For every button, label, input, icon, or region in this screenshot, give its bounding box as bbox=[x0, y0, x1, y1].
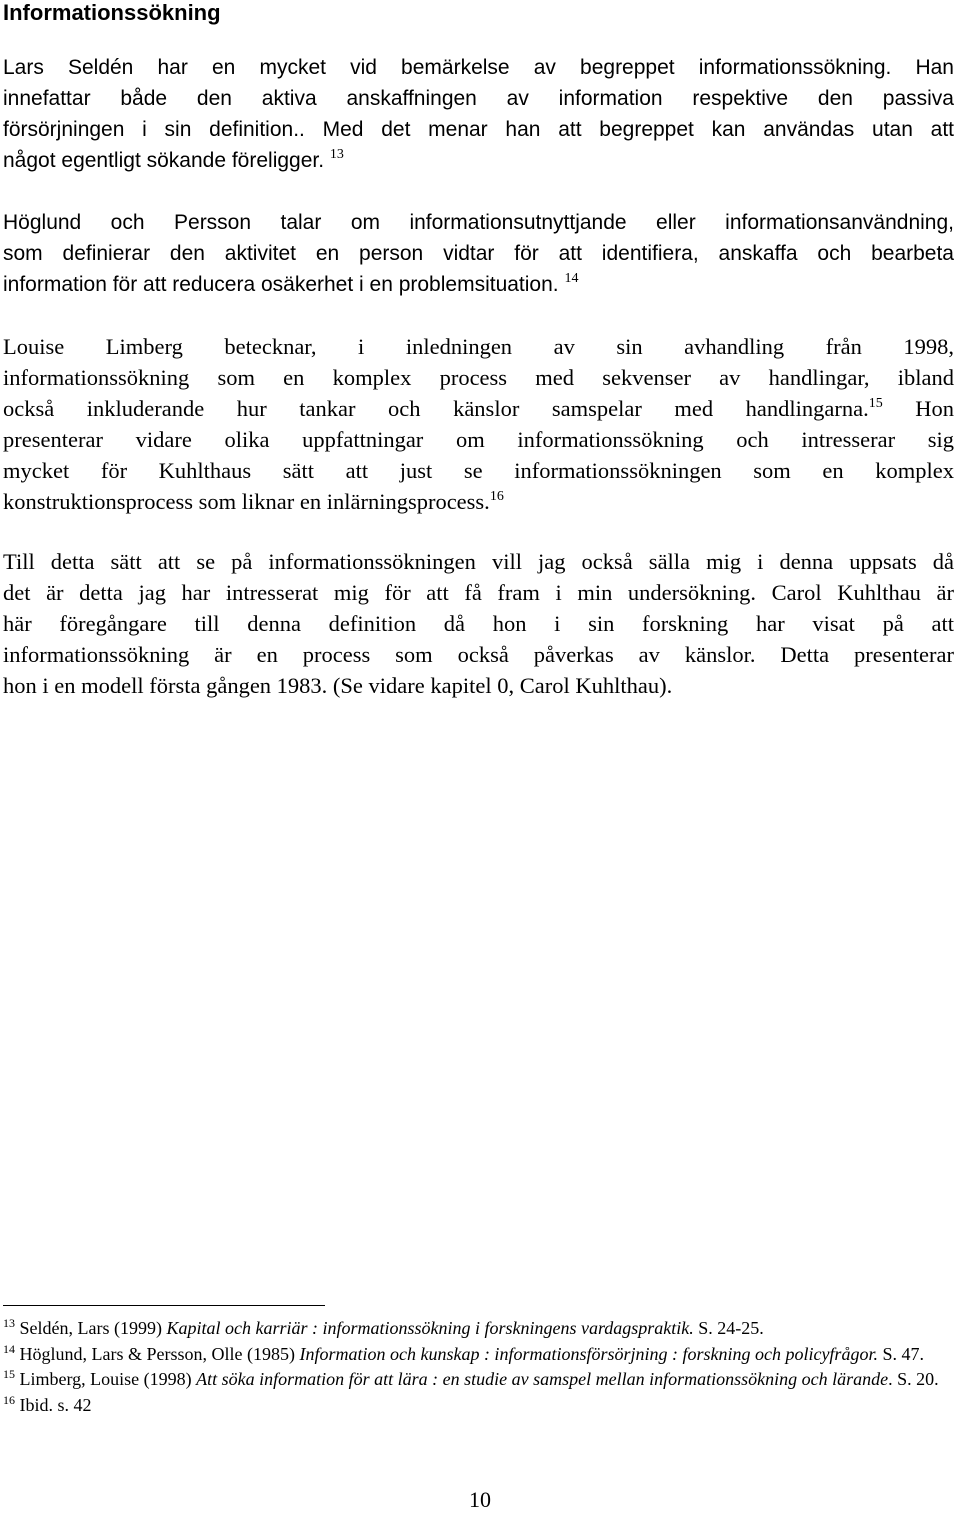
paragraph-line: här föregångare till denna definition då hon i sin forskning har visat på att bbox=[3, 611, 954, 636]
paragraph-line: det är detta jag har intresserat mig för att få fram i min undersökning. Carol Kuhlthau är bbox=[3, 580, 954, 605]
footnote-divider bbox=[3, 1305, 325, 1306]
paragraph-selden bbox=[3, 52, 954, 176]
paragraph-line: Louise Limberg betecknar, i inledningen av sin avhandling från 1998, bbox=[3, 334, 954, 359]
paragraph-line: som definierar den aktivitet en person vidtar för att identifiera, anskaffa och bearbeta bbox=[3, 242, 954, 265]
footnote-pages: . S. 20. bbox=[888, 1369, 939, 1389]
footnote-title: Att söka information för att lära : en studie av samspel mellan informationssökning och lärande bbox=[196, 1369, 889, 1389]
paragraph-line: mycket för Kuhlthaus sätt att just se informationssökningen som en komplex bbox=[3, 458, 954, 483]
paragraph-line: informationssökning är en process som också påverkas av känslor. Detta presenterar bbox=[3, 642, 954, 667]
footnote-title: Information och kunskap : informationsförsörjning : forskning och policyfrågor. bbox=[299, 1343, 878, 1364]
paragraph-line-text: konstruktionsprocess som liknar en inlärningsprocess. bbox=[3, 489, 490, 514]
paragraph-line bbox=[3, 486, 954, 517]
footnote-15 bbox=[3, 1367, 954, 1393]
paragraph-line-text: något egentligt sökande föreligger. bbox=[3, 149, 325, 172]
footnote-number: 16 bbox=[3, 1392, 15, 1407]
footnote-13 bbox=[3, 1316, 954, 1342]
paragraph-line: försörjningen i sin definition.. Med det menar han att begreppet kan användas utan att bbox=[3, 118, 954, 141]
section-heading: Informationssökning bbox=[3, 0, 221, 25]
paragraph-line: Lars Seldén har en mycket vid bemärkelse av begreppet informationssökning. Han bbox=[3, 56, 954, 79]
page-number: 10 bbox=[469, 1487, 491, 1512]
paragraph-hoglund-persson bbox=[3, 207, 954, 300]
footnote-number: 15 bbox=[3, 1367, 15, 1381]
paragraph-line-text: information för att reducera osäkerhet i en problemsituation. bbox=[3, 273, 559, 296]
footnote-author: Ibid. s. 42 bbox=[15, 1394, 92, 1415]
paragraph-line: innefattar både den aktiva anskaffningen av information respektive den passiva bbox=[3, 87, 954, 110]
footnote-16 bbox=[3, 1393, 954, 1419]
footnote-14 bbox=[3, 1342, 954, 1368]
footnote-title: Kapital och karriär : informationssökning i forskningens vardagspraktik. bbox=[166, 1318, 694, 1338]
paragraph-kuhlthau bbox=[3, 546, 954, 701]
paragraph-line bbox=[3, 393, 954, 424]
footnote-pages: S. 47. bbox=[877, 1343, 924, 1364]
footnote-ref-16[interactable]: 16 bbox=[489, 489, 504, 504]
paragraph-line-text: Hon bbox=[882, 396, 955, 421]
paragraph-line: informationssökning som en komplex process med sekvenser av handlingar, ibland bbox=[3, 365, 954, 390]
footnote-author: Höglund, Lars & Persson, Olle (1985) bbox=[15, 1343, 300, 1364]
footnote-ref-15[interactable]: 15 bbox=[868, 396, 883, 411]
footnote-author: Seldén, Lars (1999) bbox=[15, 1318, 167, 1338]
paragraph-line: Till detta sätt att se på informationssökningen vill jag också sälla mig i denna uppsats då bbox=[3, 549, 954, 574]
paragraph-line: hon i en modell första gången 1983. (Se vidare kapitel 0, Carol Kuhlthau). bbox=[3, 673, 673, 698]
footnote-author: Limberg, Louise (1998) bbox=[15, 1369, 197, 1389]
paragraph-line bbox=[3, 269, 954, 300]
paragraph-line: presenterar vidare olika uppfattningar om informationssökning och intresserar sig bbox=[3, 427, 954, 452]
footnotes bbox=[3, 1316, 954, 1418]
footnote-number: 14 bbox=[3, 1341, 15, 1356]
footnote-ref-14[interactable]: 14 bbox=[564, 271, 579, 286]
paragraph-line: Höglund och Persson talar om informationsutnyttjande eller informationsanvändning, bbox=[3, 211, 954, 234]
paragraph-line-text: också inkluderande hur tankar och känslor samspelar med handlingarna. bbox=[3, 396, 869, 421]
footnote-number: 13 bbox=[3, 1316, 15, 1330]
paragraph-limberg bbox=[3, 331, 954, 517]
paragraph-line bbox=[3, 145, 954, 176]
footnote-pages: S. 24-25. bbox=[693, 1318, 764, 1338]
footnote-ref-13[interactable]: 13 bbox=[329, 147, 344, 162]
